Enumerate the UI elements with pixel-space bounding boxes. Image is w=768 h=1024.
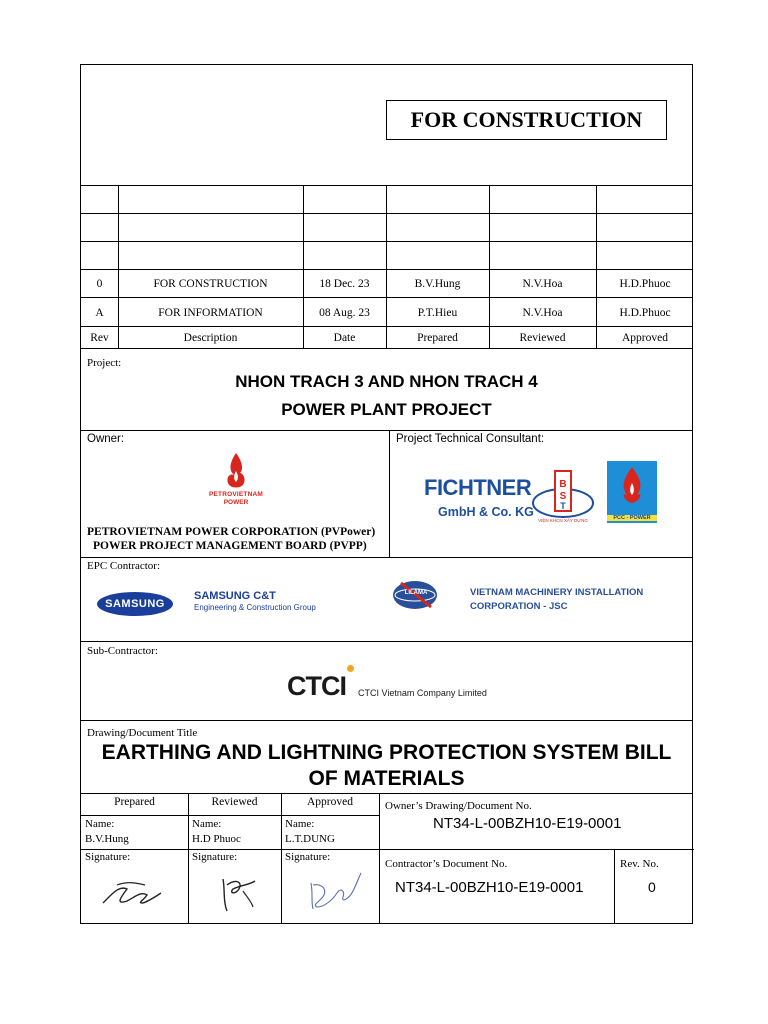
title-block (80, 64, 693, 924)
rev-grid-col (118, 185, 119, 348)
svg-text:B: B (559, 479, 567, 490)
prepared-name-label: Name: (85, 818, 115, 830)
rev-approved: H.D.Phuoc (619, 278, 671, 290)
rev-approved: H.D.Phuoc (619, 307, 671, 319)
reviewed-name: H.D Phuoc (192, 833, 241, 845)
contractor-doc-number: NT34-L-00BZH10-E19-0001 (395, 879, 584, 896)
signoff-col (281, 793, 282, 923)
signoff-reviewed-header: Reviewed (211, 796, 258, 808)
consultant-label: Project Technical Consultant: (396, 433, 545, 445)
rev-cell: A (95, 307, 104, 319)
prepared-name: B.V.Hung (85, 833, 129, 845)
fichtner-logo: FICHTNER (424, 475, 532, 500)
ibst-caption: VIỆN KHCN XÂY DỰNG (538, 518, 588, 523)
lilama-name-line1: VIETNAM MACHINERY INSTALLATION (470, 587, 644, 598)
section-divider (81, 793, 692, 794)
signoff-approved-header: Approved (307, 796, 353, 808)
rev-cell: 0 (96, 278, 103, 290)
owner-doc-label: Owner’s Drawing/Document No. (385, 800, 532, 812)
samsung-name: SAMSUNG C&T (194, 590, 276, 602)
lilama-logo-text: LILAMA (404, 590, 428, 596)
rev-header: Rev (90, 332, 109, 344)
contractor-doc-label: Contractor’s Document No. (385, 858, 508, 870)
section-divider (81, 641, 692, 642)
signoff-col (379, 793, 380, 923)
signoff-col (188, 793, 189, 923)
subcontractor-label: Sub-Contractor: (87, 645, 158, 657)
approved-name: L.T.DUNG (285, 833, 335, 845)
rev-no-label: Rev. No. (620, 858, 659, 870)
ctci-name: CTCI Vietnam Company Limited (358, 688, 487, 698)
approved-signature (303, 869, 363, 915)
rev-grid-col (303, 185, 304, 348)
svg-text:T: T (560, 501, 566, 511)
description-header: Description (183, 332, 238, 344)
rev-no-value: 0 (648, 879, 656, 895)
rev-reviewed: N.V.Hoa (522, 278, 563, 290)
rev-reviewed: N.V.Hoa (522, 307, 563, 319)
samsung-logo (97, 592, 173, 616)
lilama-logo (391, 579, 441, 611)
ctci-dot-icon (347, 665, 354, 672)
rev-no-col (614, 849, 615, 923)
fichtner-logo-sub: GmbH & Co. KG (438, 505, 534, 519)
signoff-row-line (81, 815, 379, 816)
section-divider (81, 348, 692, 349)
rev-date: 08 Aug. 23 (319, 307, 370, 319)
prepared-header: Prepared (417, 332, 458, 344)
pcc-power-logo (607, 461, 657, 523)
samsung-logo-text: SAMSUNG (105, 598, 165, 610)
document-title-label: Drawing/Document Title (87, 727, 198, 739)
rev-prepared: P.T.Hieu (417, 307, 458, 319)
signoff-row-line (81, 849, 379, 850)
project-title-line2: POWER PLANT PROJECT (281, 400, 492, 419)
reviewed-signature (213, 871, 273, 915)
rev-date: 18 Dec. 23 (319, 278, 370, 290)
construction-stamp: FOR CONSTRUCTION (386, 100, 667, 140)
reviewed-header: Reviewed (519, 332, 566, 344)
owner-consultant-divider (389, 430, 390, 557)
document-title-line2: OF MATERIALS (308, 767, 465, 790)
approved-signature-label: Signature: (285, 851, 331, 863)
doc-number-row-line (379, 849, 694, 850)
power-logo-text: POWER (223, 499, 249, 506)
signoff-prepared-header: Prepared (114, 796, 155, 808)
date-header: Date (333, 332, 356, 344)
petrovietnam-logo-text: PETROVIETNAM (208, 491, 264, 498)
rev-grid-col (596, 185, 597, 348)
rev-grid-col (489, 185, 490, 348)
document-title-line1: EARTHING AND LIGHTNING PROTECTION SYSTEM BILL (101, 741, 672, 764)
section-divider (81, 557, 692, 558)
ibst-logo (527, 465, 599, 527)
pcc-flame-icon (607, 461, 657, 509)
lilama-name-line2: CORPORATION - JSC (470, 601, 568, 612)
approved-header: Approved (622, 332, 668, 344)
reviewed-name-label: Name: (192, 818, 222, 830)
svg-text:S: S (559, 491, 567, 502)
ctci-logo: CTCI (287, 671, 346, 701)
section-divider (81, 430, 692, 431)
samsung-subtitle: Engineering & Construction Group (194, 603, 316, 612)
prepared-signature-label: Signature: (85, 851, 131, 863)
owner-name-line1: PETROVIETNAM POWER CORPORATION (PVPower) (87, 526, 376, 538)
rev-prepared: B.V.Hung (414, 278, 461, 290)
owner-doc-number: NT34-L-00BZH10-E19-0001 (433, 815, 622, 832)
approved-name-label: Name: (285, 818, 315, 830)
epc-label: EPC Contractor: (87, 560, 161, 572)
flame-icon (186, 443, 286, 519)
prepared-signature (97, 873, 167, 913)
section-divider (81, 720, 692, 721)
pcc-caption: PCC - POWER (607, 515, 657, 521)
rev-grid-col (386, 185, 387, 348)
petrovietnam-logo (186, 443, 286, 519)
project-label: Project: (87, 357, 122, 369)
owner-label: Owner: (87, 433, 125, 445)
project-title-line1: NHON TRACH 3 AND NHON TRACH 4 (235, 372, 538, 391)
rev-description: FOR INFORMATION (158, 307, 263, 319)
reviewed-signature-label: Signature: (192, 851, 238, 863)
rev-description: FOR CONSTRUCTION (153, 278, 268, 290)
owner-name-line2: POWER PROJECT MANAGEMENT BOARD (PVPP) (93, 540, 367, 552)
